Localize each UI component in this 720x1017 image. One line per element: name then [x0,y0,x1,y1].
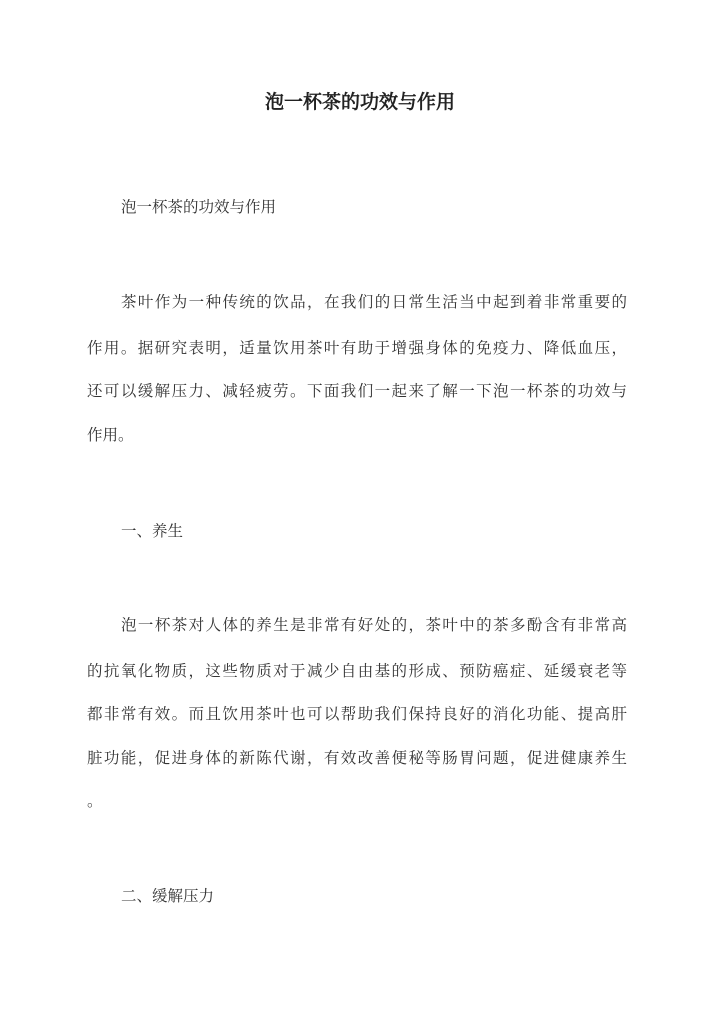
section1-heading: 一、养生 [121,522,184,540]
section1-line-5: 。 [87,792,103,810]
section1-line-3: 都非常有效。而且饮用茶叶也可以帮助我们保持良好的消化功能、提高肝 [87,705,627,723]
intro-line-1: 茶叶作为一种传统的饮品，在我们的日常生活当中起到着非常重要的 [121,293,627,311]
section1-line-1: 泡一杯茶对人体的养生是非常有好处的，茶叶中的茶多酚含有非常高 [121,616,627,634]
document-subtitle: 泡一杯茶的功效与作用 [121,198,277,216]
section2-heading: 二、缓解压力 [121,887,215,905]
document-title: 泡一杯茶的功效与作用 [264,91,455,113]
intro-line-3: 还可以缓解压力、减轻疲劳。下面我们一起来了解一下泡一杯茶的功效与 [87,382,627,400]
intro-line-4: 作用。 [87,426,134,444]
section1-line-2: 的抗氧化物质，这些物质对于减少自由基的形成、预防癌症、延缓衰老等 [87,662,627,680]
section1-line-4: 脏功能，促进身体的新陈代谢，有效改善便秘等肠胃问题，促进健康养生 [87,749,627,767]
intro-line-2: 作用。据研究表明，适量饮用茶叶有助于增强身体的免疫力、降低血压， [87,339,627,357]
